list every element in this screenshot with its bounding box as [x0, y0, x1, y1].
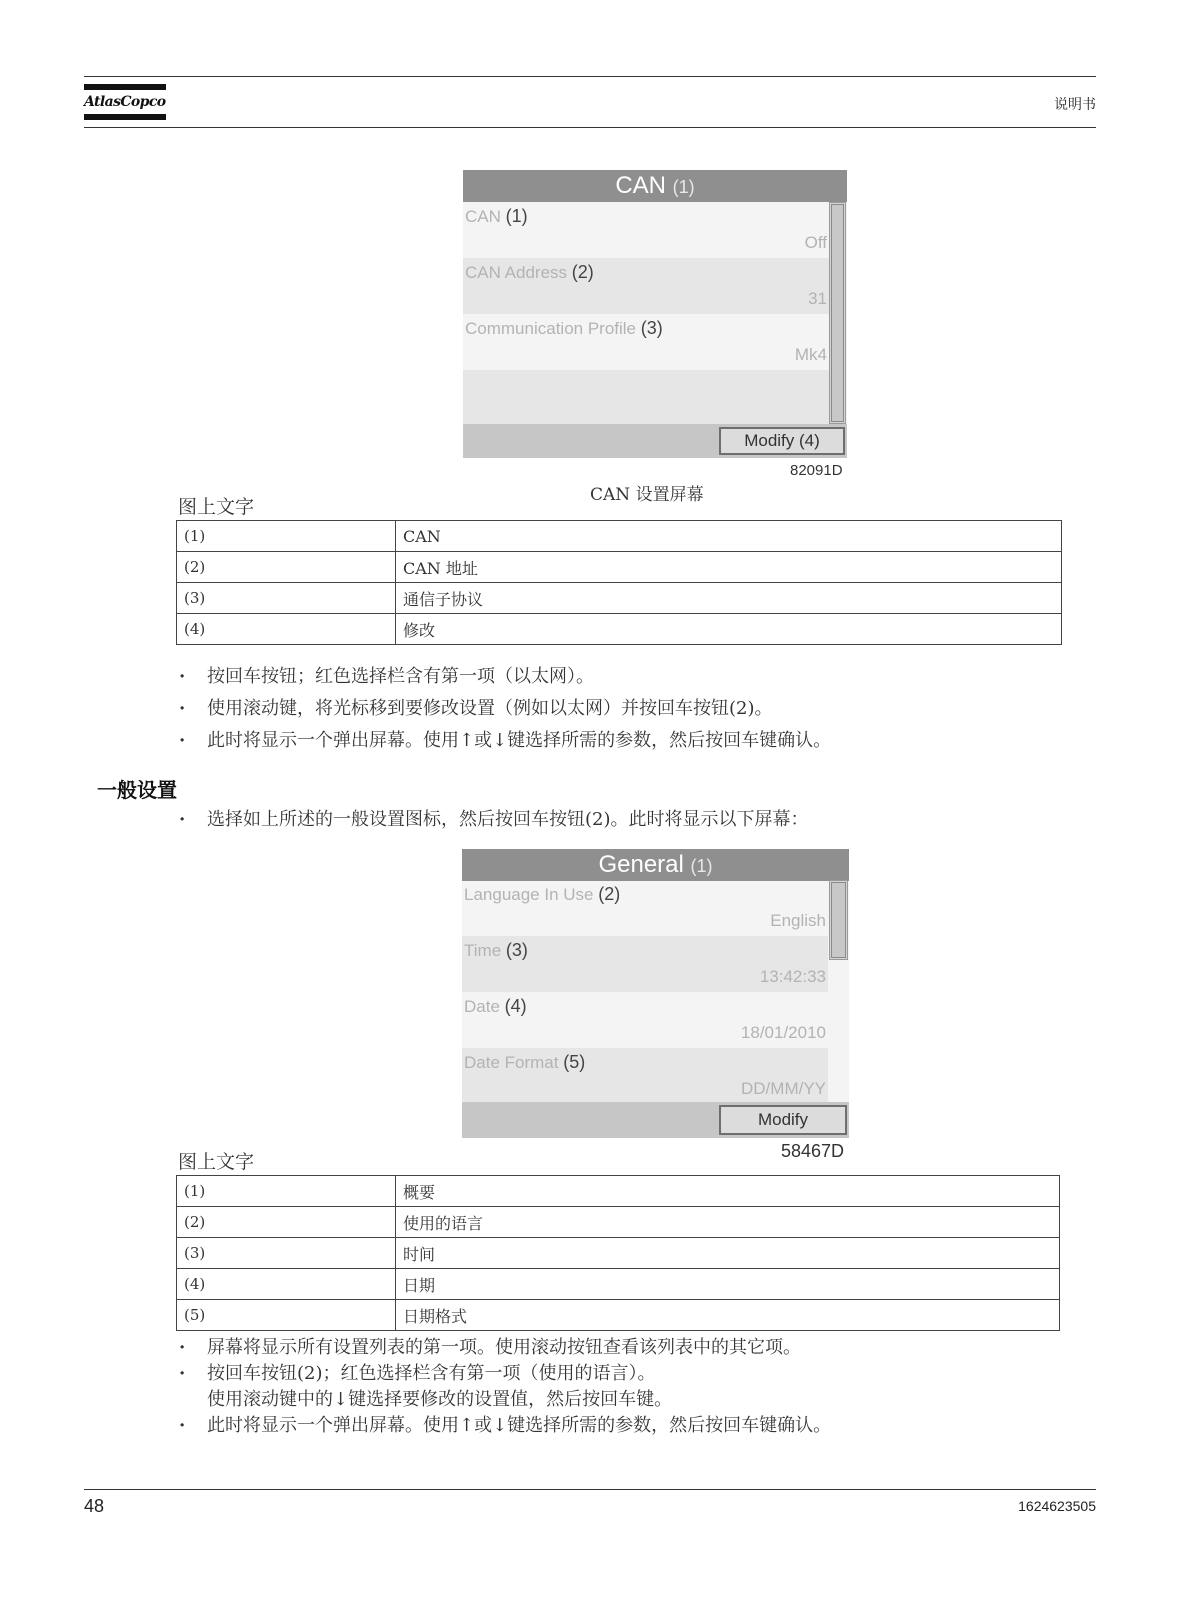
list-item: · 此时将显示一个弹出屏幕。使用↑或↓键选择所需的参数，然后按回车键确认。 — [177, 1413, 831, 1439]
general-row-value: English — [770, 911, 826, 930]
section-heading-general: 一般设置 — [97, 778, 177, 802]
list-item: · 使用滚动键，将光标移到要修改设置（例如以太网）并按回车按钮(2)。 — [177, 693, 831, 725]
can-row-profile[interactable] — [463, 314, 829, 370]
list-item: · 选择如上所述的一般设置图标，然后按回车按钮(2)。此时将显示以下屏幕： — [177, 804, 809, 836]
modify-button[interactable]: Modify — [719, 1105, 847, 1135]
logo-bar-bottom — [84, 114, 166, 120]
table-row: (3) 时间 — [177, 1238, 1060, 1269]
can-screen-title: CAN — [615, 172, 666, 199]
can-caption: CAN 设置屏幕 — [590, 485, 704, 505]
general-screen-title-num: (1) — [690, 856, 713, 876]
general-screen-title: General — [598, 851, 684, 878]
can-instructions — [177, 661, 831, 757]
list-item: · 按回车按钮(2)；红色选择栏含有第一项（使用的语言）。 使用滚动键中的↓键选择要修改的设置值，然后按回车键。 — [177, 1361, 831, 1413]
general-row-label: Date (4) — [464, 996, 527, 1016]
general-row-time[interactable] — [462, 936, 828, 992]
table-row: (1) CAN — [177, 521, 1062, 552]
general-row-label: Time (3) — [464, 940, 528, 960]
general-row-date[interactable] — [462, 992, 828, 1048]
table-row: (3) 通信子协议 — [177, 583, 1062, 614]
general-scrollbar-thumb[interactable] — [831, 882, 846, 958]
general-row-date-format[interactable] — [462, 1048, 828, 1104]
document-number: 1624623505 — [1018, 1498, 1096, 1514]
list-item: · 此时将显示一个弹出屏幕。使用↑或↓键选择所需的参数，然后按回车键确认。 — [177, 725, 831, 757]
list-item-continuation: 使用滚动键中的↓键选择要修改的设置值，然后按回车键。 — [207, 1389, 673, 1410]
can-image-code: 82091D — [790, 462, 843, 479]
general-screen-title-bar — [462, 849, 849, 881]
can-screen-footer — [463, 424, 847, 458]
can-scrollbar-thumb[interactable] — [831, 204, 844, 422]
general-scrollbar[interactable] — [829, 880, 848, 960]
atlas-copco-logo — [84, 84, 166, 124]
can-row-label: CAN Address (2) — [465, 262, 594, 282]
can-scrollbar[interactable] — [829, 202, 846, 424]
can-row-address[interactable] — [463, 258, 829, 314]
general-legend-title: 图上文字 — [178, 1151, 255, 1173]
general-settings-screen — [462, 849, 849, 1138]
can-row-empty — [463, 370, 829, 426]
general-row-value: 18/01/2010 — [740, 1023, 826, 1042]
can-row-value: Off — [804, 233, 827, 252]
modify-button[interactable]: Modify (4) — [719, 427, 845, 455]
logo-wordmark: AtlasCopco — [84, 94, 166, 110]
general-intro — [177, 804, 809, 836]
can-screen-title-num: (1) — [672, 177, 695, 197]
table-row: (4) 日期 — [177, 1269, 1060, 1300]
logo-bar-top — [84, 84, 166, 90]
general-row-value: 13:42:33 — [759, 967, 826, 986]
can-row-label: CAN (1) — [465, 206, 528, 226]
list-item: · 按回车按钮；红色选择栏含有第一项（以太网）。 — [177, 661, 831, 693]
general-row-label: Language In Use (2) — [464, 884, 621, 904]
list-item: · 屏幕将显示所有设置列表的第一项。使用滚动按钮查看该列表中的其它项。 — [177, 1335, 831, 1361]
general-row-value: DD/MM/YY — [741, 1079, 826, 1098]
table-row: (2) CAN 地址 — [177, 552, 1062, 583]
header-rule-bottom — [84, 127, 1096, 128]
general-instructions — [177, 1335, 831, 1439]
table-row: (4) 修改 — [177, 614, 1062, 645]
footer-rule — [84, 1489, 1096, 1490]
table-row: (2) 使用的语言 — [177, 1207, 1060, 1238]
general-screen-footer — [462, 1102, 849, 1138]
can-legend-title: 图上文字 — [178, 496, 255, 518]
header-rule-top — [84, 76, 1096, 77]
general-legend-table — [176, 1175, 1060, 1331]
doc-type-label: 说明书 — [1054, 97, 1096, 113]
general-row-label: Date Format (5) — [464, 1052, 586, 1072]
general-image-code: 58467D — [781, 1141, 845, 1161]
can-row-value: Mk4 — [794, 345, 827, 364]
table-row: (1) 概要 — [177, 1176, 1060, 1207]
can-row-label: Communication Profile (3) — [465, 318, 663, 338]
page-number: 48 — [84, 1496, 105, 1516]
can-settings-screen — [463, 170, 847, 458]
can-row-can[interactable] — [463, 202, 829, 258]
general-row-language[interactable] — [462, 880, 828, 936]
can-legend-table — [176, 520, 1062, 645]
can-screen-title-bar — [463, 170, 847, 202]
table-row: (5) 日期格式 — [177, 1300, 1060, 1331]
can-row-value: 31 — [808, 289, 827, 308]
